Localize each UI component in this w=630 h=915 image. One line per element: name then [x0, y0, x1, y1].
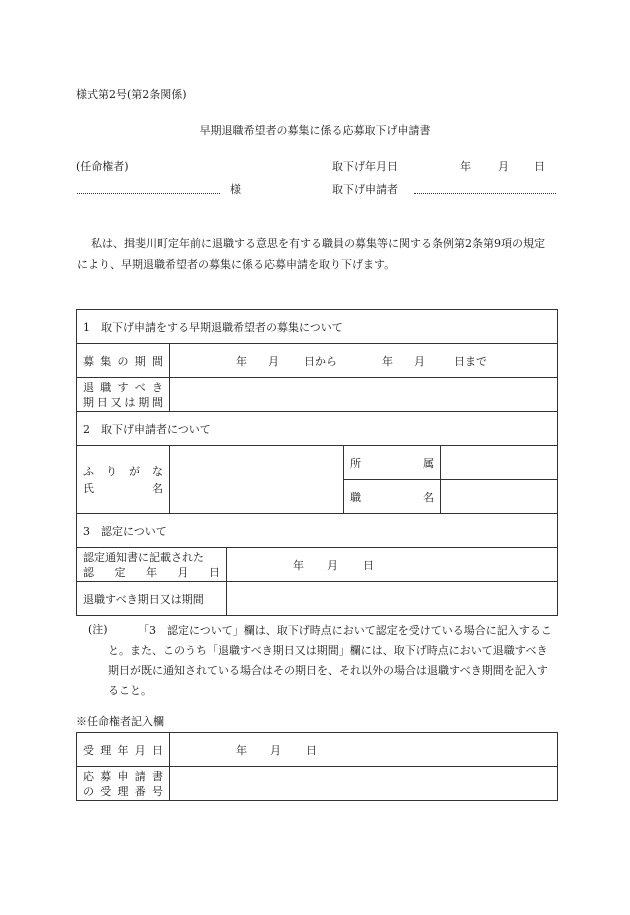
notice-date-label: 認定通知書に記載された 認 定 年 月 日: [77, 548, 227, 582]
appointer-section-heading: ※任命権者記入欄: [76, 715, 164, 728]
received-date-field[interactable]: [170, 733, 558, 767]
retire-date-label: 退職すべき期日又は期間: [77, 582, 227, 616]
affiliation-field[interactable]: [441, 446, 558, 480]
appointer-label: (任命権者): [76, 160, 129, 173]
name-label: ふ り が な 氏 名: [77, 446, 170, 514]
notice-label-line1: 認定通知書に記載された: [83, 550, 204, 564]
receipt-number-label: 応 募 申 請 書 の 受 理 番 号: [77, 767, 170, 801]
position-label: 職 名: [344, 480, 441, 514]
section1-heading: 1 取下げ申請をする早期退職希望者の募集について: [77, 310, 558, 344]
period-to-day: 日まで: [454, 354, 487, 368]
received-year: 年: [236, 743, 247, 757]
period-to-year: 年: [382, 354, 393, 368]
retire-date-field[interactable]: [227, 582, 558, 616]
header-year: 年: [460, 160, 471, 173]
withdrawal-date-label: 取下げ年月日: [332, 160, 398, 173]
form-number: 様式第2号(第2条関係): [76, 88, 187, 101]
notice-month: 月: [327, 558, 338, 572]
application-table: [76, 309, 558, 616]
note-text: 「3 認定について」欄は、取下げ時点において認定を受けている場合に記入すること。また、このうち「退職すべき期日又は期間」欄には、取下げ時点において退職すべき期日が既に通知されている場合はその期日を、それ以外の場合は退職すべき期間を記入すること。: [108, 624, 552, 697]
retire-period-field[interactable]: [170, 378, 558, 412]
name-field[interactable]: [170, 446, 344, 514]
section2-heading: 2 取下げ申請者について: [77, 412, 558, 446]
receipt-number-field[interactable]: [170, 767, 558, 801]
period-label: 募 集 の 期 間: [77, 344, 170, 378]
notice-date-field[interactable]: [227, 548, 558, 582]
period-to-month: 月: [414, 354, 425, 368]
section3-heading: 3 認定について: [77, 514, 558, 548]
sama-label: 様: [230, 183, 241, 196]
retire-period-label: 退 職 す べ き 期 日 又 は 期 間: [77, 378, 170, 412]
received-month: 月: [270, 743, 281, 757]
header-month: 月: [498, 160, 509, 173]
appointer-name-line[interactable]: [77, 193, 220, 194]
notice-day: 日: [363, 558, 374, 572]
period-field[interactable]: [170, 344, 558, 378]
note-wrapper: [88, 621, 558, 701]
header-day: 日: [534, 160, 545, 173]
applicant-label: 取下げ申請者: [332, 183, 398, 196]
note-mark: (注): [88, 623, 108, 636]
appointer-table: [76, 732, 558, 801]
period-from-month: 月: [268, 354, 279, 368]
received-day: 日: [306, 743, 317, 757]
body-text: 私は、揖斐川町定年前に退職する意思を有する職員の募集等に関する条例第2条第9項の規定により、早期退職希望者の募集に係る応募申請を取り下げます。: [77, 237, 545, 271]
document-title: 早期退職希望者の募集に係る応募取下げ申請書: [199, 124, 431, 137]
applicant-name-line[interactable]: [414, 193, 556, 194]
received-date-label: 受 理 年 月 日: [77, 733, 170, 767]
notice-year: 年: [293, 558, 304, 572]
period-from-day: 日から: [304, 354, 337, 368]
period-from-year: 年: [236, 354, 247, 368]
position-field[interactable]: [441, 480, 558, 514]
affiliation-label: 所 属: [344, 446, 441, 480]
